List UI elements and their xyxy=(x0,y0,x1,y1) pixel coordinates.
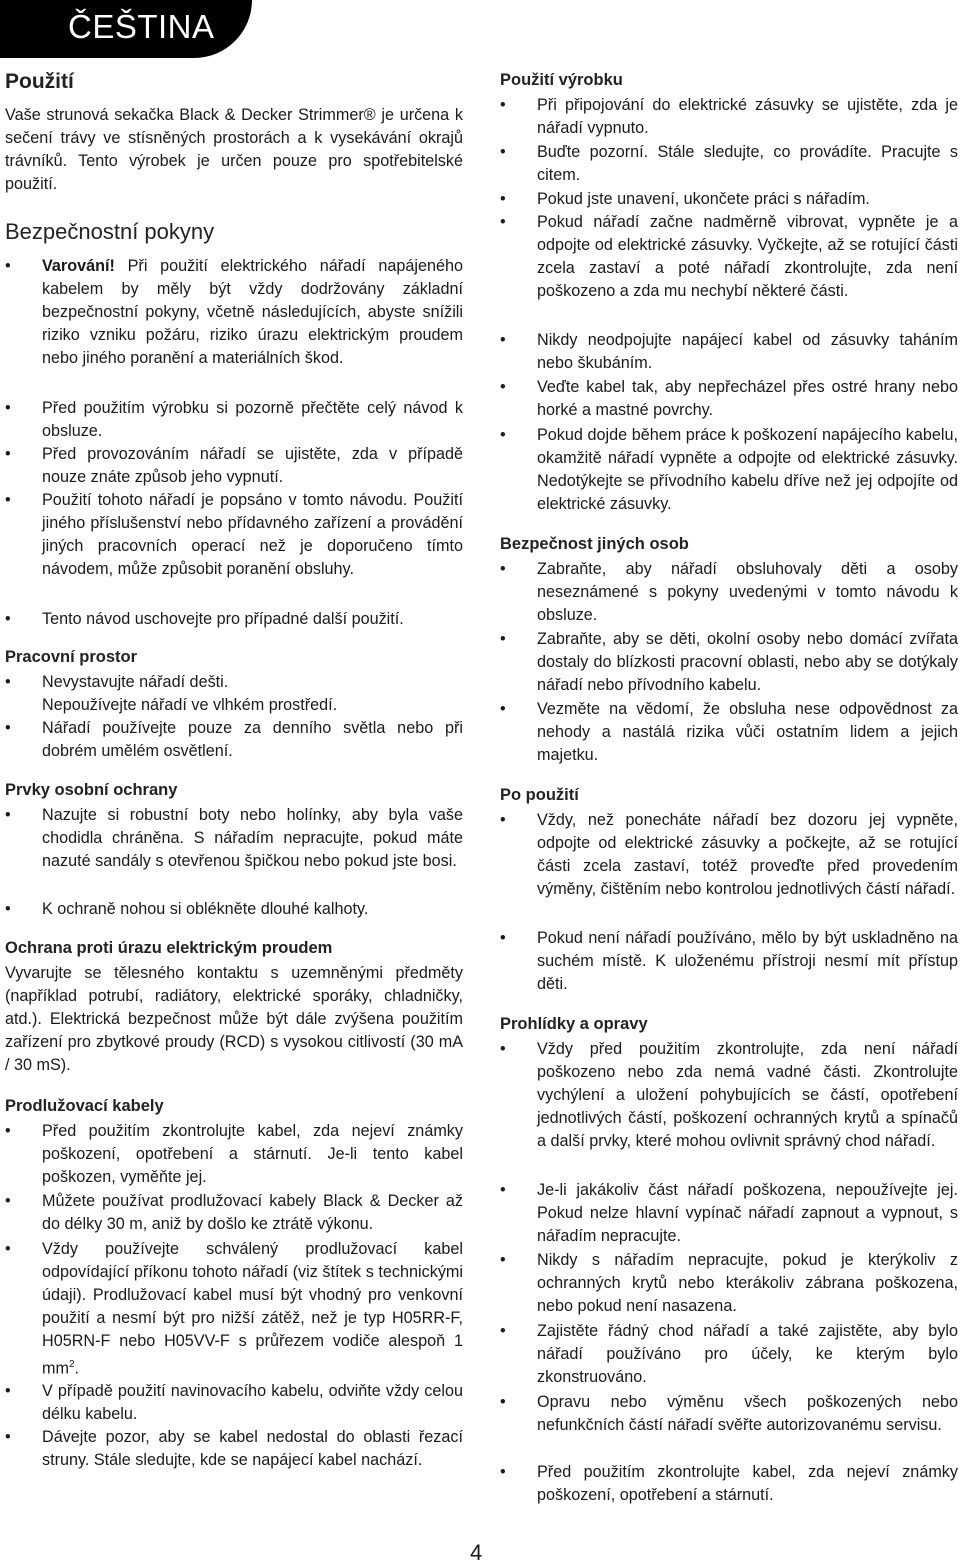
others-item: • Zabraňte, aby nářadí obsluhovaly děti a osoby neseznámené s pokyny uvedenými v tomto návodu k obsluze. xyxy=(537,558,958,627)
ppe-item: • K ochraně nohou si oblékněte dlouhé kalhoty. xyxy=(42,898,463,921)
warning-label: Varování! xyxy=(42,257,115,275)
ext-item xyxy=(42,1238,463,1381)
product-use-item: • Pokud nářadí začne nadměrně vibrovat, vypněte je a odpojte od elektrické zásuvky. Vyčkejte, až se rotující části zcela zastaví a poté nářadí zkontrolujte, zda není poškozeno a zda mu nechybí některé části. xyxy=(537,211,958,303)
product-use-item: • Nikdy neodpojujte napájecí kabel od zásuvky taháním nebo škubáním. xyxy=(537,329,958,375)
safety-item: • Před použitím výrobku si pozorně přečtěte celý návod k obsluze. xyxy=(42,397,463,443)
work-area-item: Nepoužívejte nářadí ve vlhkém prostředí. xyxy=(42,696,338,714)
safety-item-text: Při použití elektrického nářadí napájeného kabelem by měly být vždy dodržovány základní bezpečnostní pokyny, včetně následujících, abyste snížili riziko vzniku požáru, riziko úrazu elektrickým proudem nebo jiného poranění a materiálních škod. xyxy=(42,257,463,368)
safety-heading: Bezpečnostní pokyny xyxy=(5,219,215,244)
product-use-item: • Při připojování do elektrické zásuvky se ujistěte, zda je nářadí vypnuto. xyxy=(537,94,958,140)
use-heading: Použití xyxy=(5,70,74,93)
product-use-item: • Pokud jste unavení, ukončete práci s nářadím. xyxy=(537,188,958,211)
safety-item: • Tento návod uschovejte pro případné další použití. xyxy=(42,608,463,631)
after-heading: Po použití xyxy=(500,786,579,804)
inspect-item: • Nikdy s nářadím nepracujte, pokud je kterýkoliv z ochranných krytů nebo kterákoliv zábrana poškozena, nebo pokud není nasazena. xyxy=(537,1249,958,1318)
product-use-item: • Pokud dojde během práce k poškození napájecího kabelu, okamžitě nářadí vypněte a odpojte od elektrické zásuvky. Nedotýkejte se přívodního kabelu dříve než jej odpojíte od elektrické zásuvky. xyxy=(537,424,958,516)
ppe-item: • Nazujte si robustní boty nebo holínky, aby byla vaše chodidla chráněna. S nářadím nepracujte, pokud máte nazuté sandály s otevřenou špičkou nebo pokud jste bosi. xyxy=(42,804,463,873)
inspect-item: • Zajistěte řádný chod nářadí a také zajistěte, aby bylo nářadí používáno pro účely, ke kterým bylo zkonstruováno. xyxy=(537,1320,958,1389)
ext-tail: . xyxy=(74,1359,80,1378)
inspect-item: • Je-li jakákoliv část nářadí poškozena, nepoužívejte jej. Pokud nelze hlavní vypínač nářadí zapnout a vypnout, s nářadím nepracujte. xyxy=(537,1179,958,1248)
ext-heading: Prodlužovací kabely xyxy=(5,1097,164,1115)
safety-item: • Před provozováním nářadí se ujistěte, zda v případě nouze znáte způsob jeho vypnutí. xyxy=(42,443,463,489)
after-item: • Pokud není nářadí používáno, mělo by být uskladněno na suchém místě. K uloženému přístroji nesmí mít přístup děti. xyxy=(537,927,958,996)
ext-item: • Před použitím zkontrolujte kabel, zda nejeví známky poškození, opotřebení a stárnutí. Je-li tento kabel poškozen, vyměňte jej. xyxy=(42,1120,463,1189)
page-number: 4 xyxy=(470,1540,483,1565)
ppe-heading: Prvky osobní ochrany xyxy=(5,781,178,799)
ext-item: • Můžete používat prodlužovací kabely Black & Decker až do délky 30 m, aniž by došlo ke ztrátě výkonu. xyxy=(42,1190,463,1236)
after-item: • Vždy, než ponecháte nářadí bez dozoru jej vypněte, odpojte od elektrické zásuvky a počkejte, až se rotující části zcela zastaví, totéž proveďte před provedením výměny, čištěním nebo kontrolou jednotlivých částí nářadí. xyxy=(537,809,958,901)
inspect-item: • Vždy před použitím zkontrolujte, zda není nářadí poškozeno nebo zda nemá vadné části. Zkontrolujte vychýlení a uložení pohybujících se částí, opotřebení jednotlivých částí, poškození ochranných krytů a spínačů a další prvky, které mohou ovlivnit správný chod nářadí. xyxy=(537,1038,958,1153)
others-heading: Bezpečnost jiných osob xyxy=(500,535,689,553)
others-item: • Zabraňte, aby se děti, okolní osoby nebo domácí zvířata dostaly do blízkosti pracovní oblasti, nebo aby se dotýkaly nářadí nebo přívodního kabelu. xyxy=(537,628,958,697)
ext-sup: 2 xyxy=(68,1359,75,1371)
electric-heading: Ochrana proti úrazu elektrickým proudem xyxy=(5,939,333,957)
ext-item: • Dávejte pozor, aby se kabel nedostal do oblasti řezací struny. Stále sledujte, kde se napájecí kabel nachází. xyxy=(42,1426,463,1472)
electric-text: Vyvarujte se tělesného kontaktu s uzemněnými předměty (například potrubí, radiátory, elektrické sporáky, chladničky, atd.). Elektrická bezpečnost může být dále zvýšena použitím zařízení pro zbytkové proudy (RCD) s vysokou citlivostí (30 mA / 30 mS). xyxy=(5,964,463,1075)
work-area-item: • Nářadí používejte pouze za denního světla nebo při dobrém umělém osvětlení. xyxy=(42,717,463,763)
inspect-item: • Před použitím zkontrolujte kabel, zda nejeví známky poškození, opotřebení a stárnutí. xyxy=(537,1461,958,1507)
safety-item xyxy=(42,255,463,370)
inspect-item: • Opravu nebo výměnu všech poškozených nebo nefunkčních částí nářadí svěřte autorizovanému servisu. xyxy=(537,1391,958,1437)
ext-item: • V případě použití navinovacího kabelu, odviňte vždy celou délku kabelu. xyxy=(42,1380,463,1426)
use-text: Vaše strunová sekačka Black & Decker Strimmer® je určena k sečení trávy ve stísněných prostorách a k vysekávání okrajů trávníků. Tento výrobek je určen pouze pro spotřebitelské použití. xyxy=(5,106,463,194)
work-area-heading: Pracovní prostor xyxy=(5,648,138,666)
inspect-heading: Prohlídky a opravy xyxy=(500,1015,648,1033)
ext-item-text: Vždy používejte schválený prodlužovací kabel odpovídající příkonu tohoto nářadí (viz štítek s technickými údaji). Prodlužovací kabel musí být vhodný pro venkovní použití a nesmí být pro nižší zátěž, než je typ H05RR-F, H05RN-F nebo H05VV-F s průřezem vodiče alespoň 1 mm xyxy=(42,1240,463,1378)
language-tab xyxy=(0,0,252,58)
work-area-item: • Nevystavujte nářadí dešti. xyxy=(42,671,463,694)
product-use-heading: Použití výrobku xyxy=(500,71,623,89)
product-use-item: • Buďte pozorní. Stále sledujte, co provádíte. Pracujte s citem. xyxy=(537,141,958,187)
product-use-item: • Veďte kabel tak, aby nepřecházel přes ostré hrany nebo horké a mastné povrchy. xyxy=(537,376,958,422)
language-label: ČEŠTINA xyxy=(68,8,215,45)
safety-item: • Použití tohoto nářadí je popsáno v tomto návodu. Použití jiného příslušenství nebo přídavného zařízení a provádění jiných pracovních operací než je doporučeno tímto návodem, může způsobit poranění obsluhy. xyxy=(42,489,463,581)
others-item: • Vezměte na vědomí, že obsluha nese odpovědnost za nehody a nastálá rizika vůči ostatním lidem a jejich majetku. xyxy=(537,698,958,767)
